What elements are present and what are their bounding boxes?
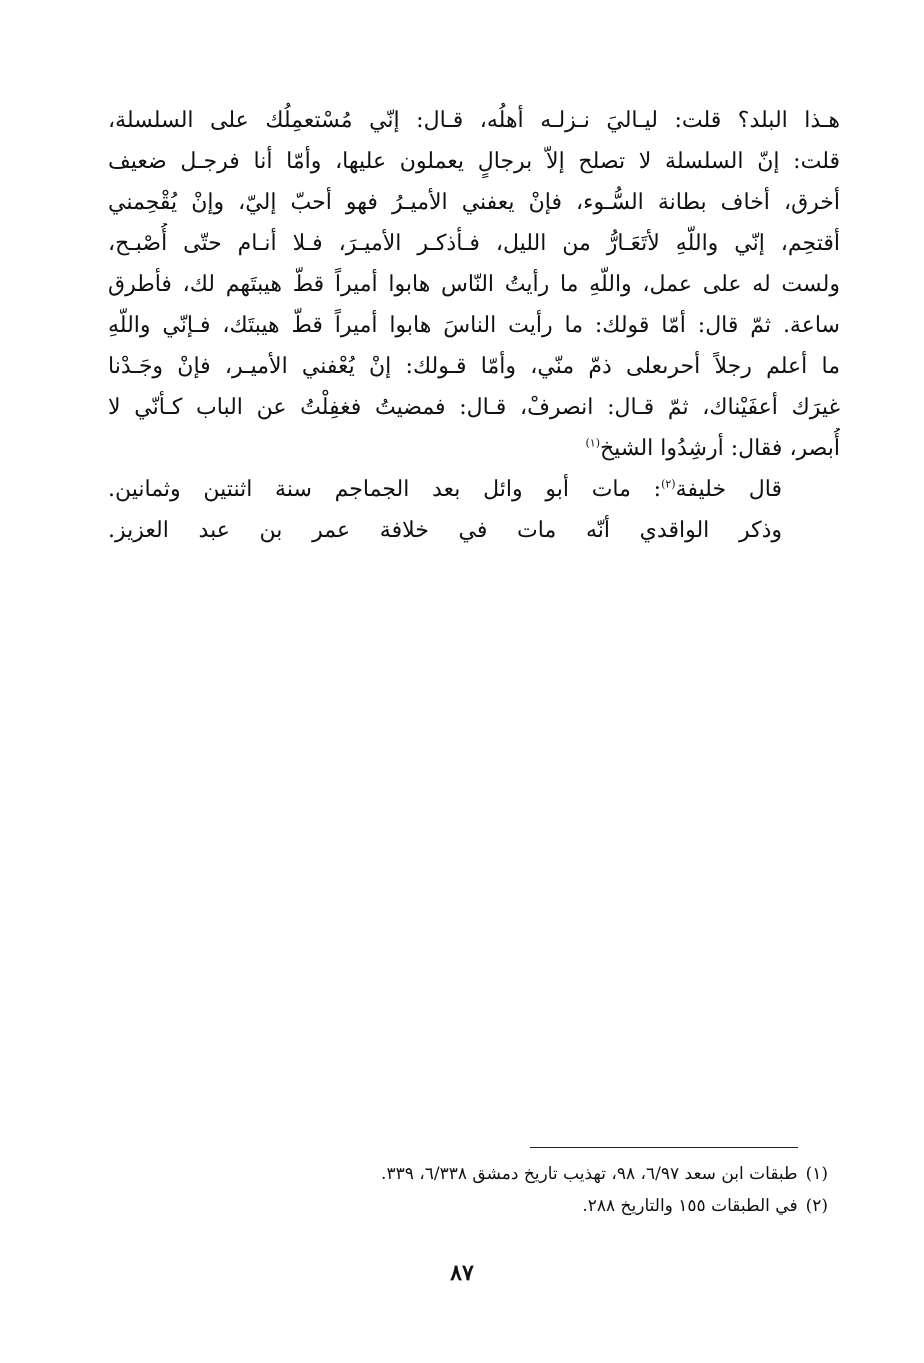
paragraph-khalifa: [108, 469, 840, 510]
main-text: [108, 100, 840, 551]
text-line-5: ولست له على عمل، واللّهِ ما رأيتُ النّاس هابوا أميراً قطّ هيبتَهم لك، فأطرق: [108, 272, 840, 297]
footnote-1-text: طبقات ابن سعد ٦/٩٧، ٩٨، تهذيب تاريخ دمشق ٦/٣٣٨، ٣٣٩.: [381, 1164, 798, 1184]
footnote-ref-2: (٢): [661, 477, 676, 491]
footnote-2: [228, 1190, 828, 1222]
text-line-9: [108, 428, 840, 469]
page-number: ٨٧: [450, 1260, 474, 1286]
text-line-8: غيرَك أعفَيْناك، ثمّ قـال: انصرفْ، قـال: فمضيتُ فغفِلْتُ عن الباب كـأنّي لا: [108, 395, 840, 420]
text-line-7: ما أعلم رجلاً أحرىعلى ذمّ منّي، وأمّا قـولك: إنْ يُعْفني الأميـر، فإنْ وجَـدْنا: [108, 354, 840, 379]
footnote-2-text: في الطبقات ١٥٥ والتاريخ ٢٨٨.: [582, 1196, 798, 1216]
footnote-divider: [530, 1147, 798, 1148]
paragraph-khalifa-prefix: قال خليفة: [675, 477, 782, 502]
text-line-3: أخرق، أخاف بطانة السُّـوء، فإنْ يعفني الأميـرُ فهو أحبّ إليّ، وإنْ يُقْحِمني: [108, 190, 840, 215]
footnotes-section: [228, 1158, 828, 1222]
footnote-2-number: (٢): [805, 1196, 828, 1216]
footnote-ref-1: (١): [585, 436, 600, 450]
text-line-2: قلت: إنّ السلسلة لا تصلح إلاّ برجالٍ يعملون عليها، وأمّا أنا فرجـل ضعيف: [108, 149, 840, 174]
paragraph-khalifa-rest: : مات أبو وائل بعد الجماجم سنة اثنتين وثمانين.: [108, 477, 662, 502]
footnote-1-number: (١): [805, 1164, 828, 1184]
footnote-1: [228, 1158, 828, 1190]
text-line-1: هـذا البلد؟ قلت: ليـاليَ نـزلـه أهلُه، قـال: إنّي مُسْتعمِلُك على السلسلة،: [108, 108, 840, 133]
text-line-9-content: أُبصر، فقال: أرشِدُوا الشيخ: [599, 436, 840, 461]
paragraph-waqidi: وذكر الواقدي أنّه مات في خلافة عمر بن عبد العزيز.: [108, 518, 782, 543]
text-line-6: ساعة. ثمّ قال: أمّا قولك: ما رأيت الناسَ هابوا أميراً قطّ هيبتَك، فـإنّي واللّهِ: [108, 313, 840, 338]
text-line-4: أقتحِم، إنّي واللّهِ لأتَعَـارُّ من الليل، فـأذكـر الأميـرَ، فـلا أنـام حتّى أُصْبـح،: [108, 231, 840, 256]
